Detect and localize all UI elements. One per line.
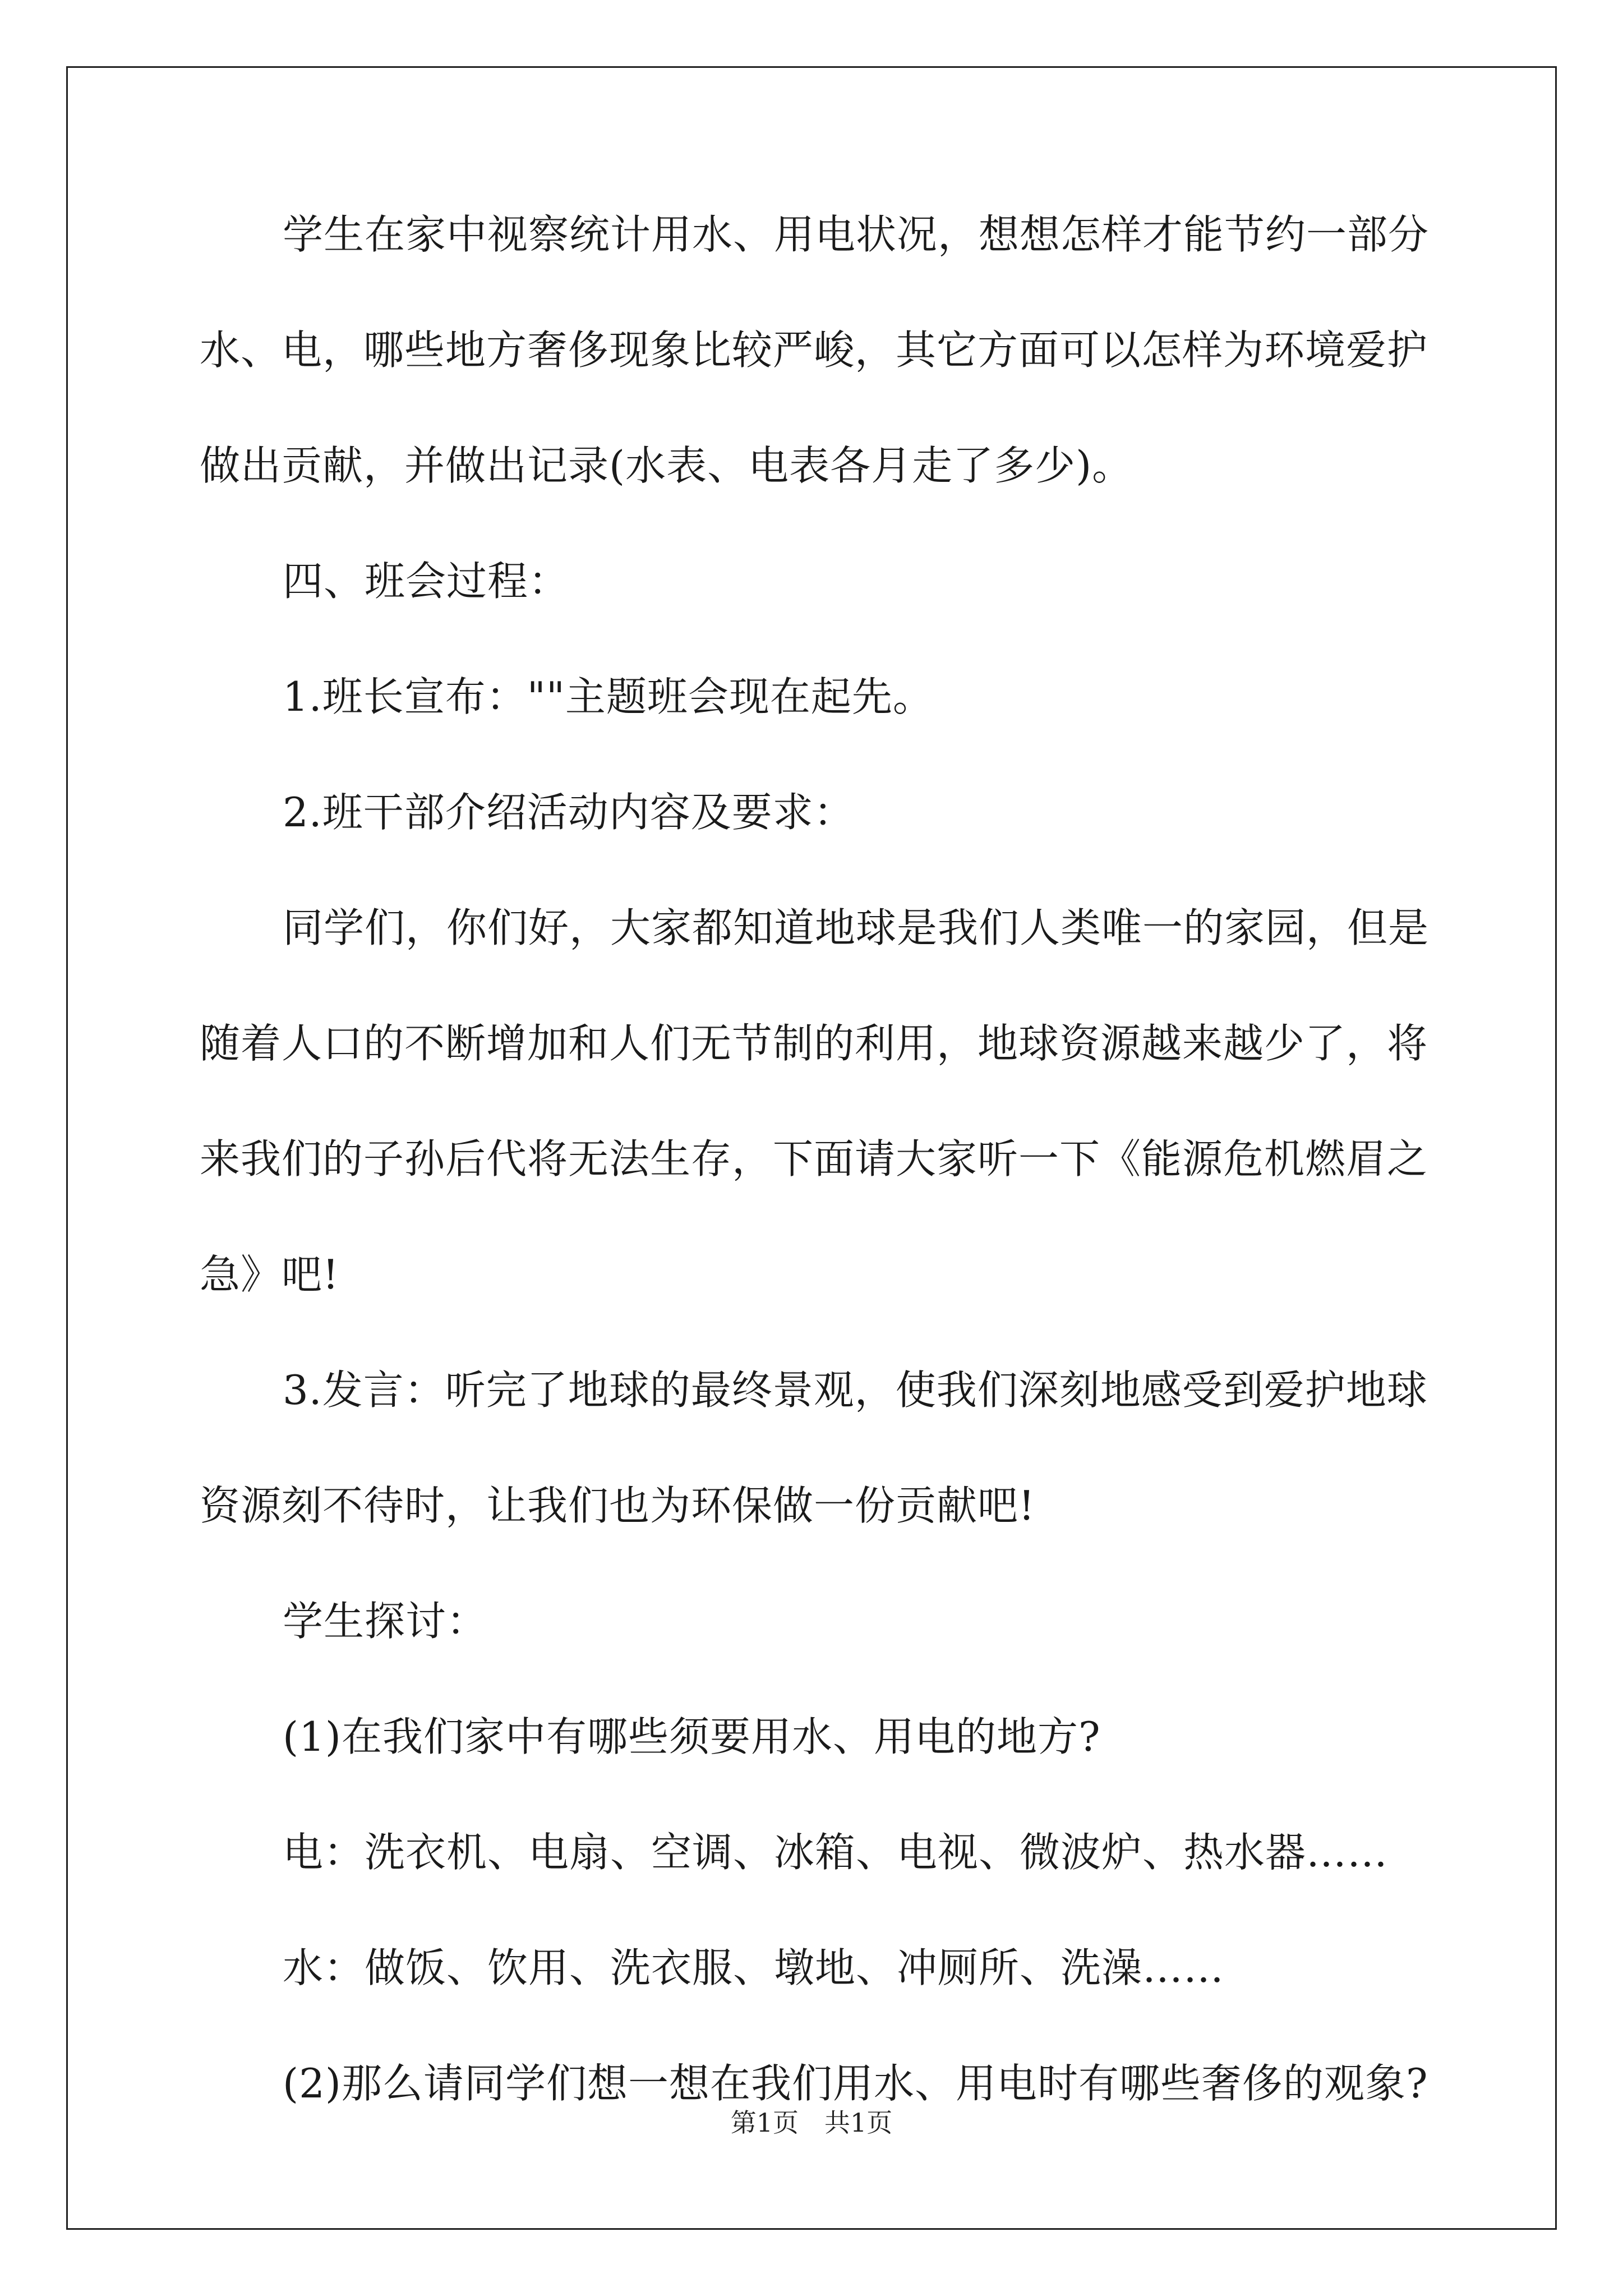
document-body <box>200 208 1431 2110</box>
section-heading: 四、班会过程： <box>283 558 570 605</box>
paragraph-line: 学生在家中视察统计用水、用电状况，想想怎样才能节约一部分 <box>283 211 1430 258</box>
paragraph-line: 2.班干部介绍活动内容及要求： <box>283 789 855 836</box>
paragraph-line: 随着人口的不断增加和人们无节制的利用，地球资源越来越少了，将 <box>200 1020 1428 1067</box>
paragraph-line: (2)那么请同学们想一想在我们用水、用电时有哪些奢侈的观象? <box>283 2060 1428 2107</box>
paragraph-line: 急》吧! <box>200 1251 339 1298</box>
paragraph-line: 做出贡献，并做出记录(水表、电表各月走了多少)。 <box>200 442 1133 489</box>
paragraph-line: 来我们的子孙后代将无法生存，下面请大家听一下《能源危机燃眉之 <box>200 1135 1428 1182</box>
paragraph-line: 同学们，你们好，大家都知道地球是我们人类唯一的家园，但是 <box>283 904 1430 951</box>
page-footer: 第1页 共1页 <box>730 2108 893 2138</box>
paragraph-line: 资源刻不待时，让我们也为环保做一份贡献吧! <box>200 1482 1035 1529</box>
paragraph-line: 3.发言：听完了地球的最终景观，使我们深刻地感受到爱护地球 <box>283 1366 1428 1414</box>
paragraph-line: 水：做饭、饮用、洗衣服、墩地、冲厕所、洗澡…… <box>283 1944 1225 1991</box>
paragraph-line: 水、电，哪些地方奢侈现象比较严峻，其它方面可以怎样为环境爱护 <box>200 326 1428 374</box>
paragraph-line: 1.班长宣布：""主题班会现在起先。 <box>283 673 934 720</box>
paragraph-line: (1)在我们家中有哪些须要用水、用电的地方? <box>283 1713 1101 1760</box>
paragraph-line: 电：洗衣机、电扇、空调、冰箱、电视、微波炉、热水器…… <box>283 1829 1389 1876</box>
paragraph-line: 学生探讨： <box>283 1598 488 1645</box>
